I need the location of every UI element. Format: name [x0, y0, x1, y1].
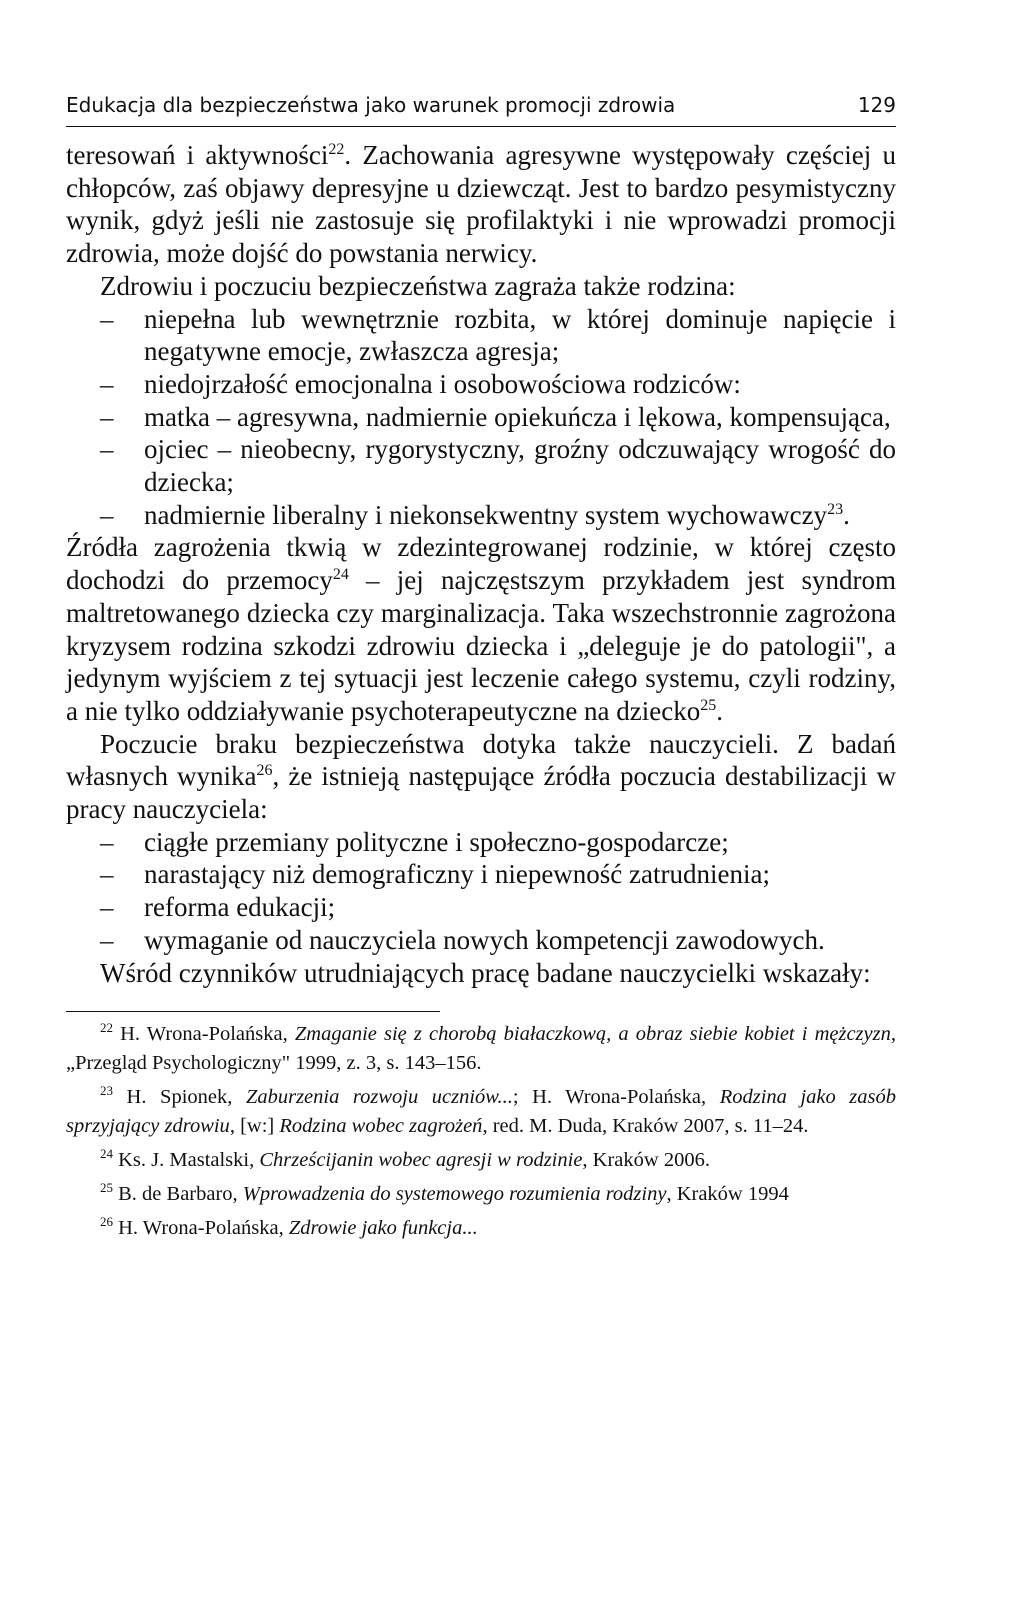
list-item: – ojciec – nieobecny, rygorystyczny, groźny odczuwający wrogość do dziecka; — [66, 433, 896, 498]
text-run: H. Wrona-Polańska, — [113, 1217, 289, 1240]
paragraph-1 — [66, 139, 896, 270]
footnote-number: 23 — [100, 1083, 113, 1099]
footnote-ref-22: 22 — [328, 141, 345, 158]
text-run: , red. M. Duda, Kraków 2007, s. 11–24. — [482, 1115, 809, 1138]
running-header — [66, 92, 896, 127]
text-run: H. Spionek, — [113, 1086, 246, 1109]
list-item: – matka – agresywna, nadmiernie opiekuńcza i lękowa, kompensująca, — [66, 401, 896, 434]
list-item — [66, 499, 896, 532]
text-run: , Kraków 1994 — [666, 1183, 789, 1206]
text-run: Poczucie braku bezpieczeństwa dotyka także nauczycieli. Z badań własnych wynika — [66, 728, 896, 792]
footnote-number: 22 — [100, 1020, 113, 1036]
paragraph-4 — [66, 728, 896, 826]
main-text — [66, 139, 896, 989]
running-title: Edukacja dla bezpieczeństwa jako warunek promocji zdrowia — [66, 93, 676, 117]
text-run: teresowań i aktywności — [66, 140, 329, 170]
citation-title: Zmaganie się z chorobą białaczkową, a obraz siebie kobiet i mężczyzn — [294, 1023, 891, 1046]
text-run: . — [843, 499, 850, 530]
footnote-number: 25 — [100, 1180, 113, 1196]
footnote-24 — [66, 1146, 896, 1175]
text-run: Ks. J. Mastalski, — [113, 1149, 260, 1172]
footnote-number: 24 — [100, 1146, 113, 1162]
footnote-26 — [66, 1214, 896, 1243]
paragraph-2: Zdrowiu i poczuciu bezpieczeństwa zagraża także rodzina: — [100, 270, 736, 301]
book-page — [66, 92, 896, 1248]
text-run: B. de Barbaro, — [113, 1183, 243, 1206]
text-run: nadmiernie liberalny i niekonsekwentny system wychowawczy — [144, 499, 828, 530]
paragraph-5: Wśród czynników utrudniających pracę badane nauczycielki wskazały: — [100, 957, 871, 988]
teacher-risk-list — [66, 826, 896, 957]
citation-title: Wprowadzenia do systemowego rozumienia rodziny — [242, 1183, 667, 1206]
text-run: – jej najczęstszym przykładem jest syndrom maltretowanego dziecka czy marginalizacja. Taka wszechstronnie zagrożona kryzysem rodzina szkodzi zdrowiu dziecka i „deleguje je do patologii", a jedynym wyjściem z tej sytuacji jest leczenie całego systemu, czyli rodziny, a nie tylko oddziaływanie psychoterapeutyczne na dziecko — [66, 565, 896, 726]
list-item: – niepełna lub wewnętrznie rozbita, w której dominuje napięcie i negatywne emocje, zwłaszcza agresja; — [66, 303, 896, 368]
list-item: – wymaganie od nauczyciela nowych kompetencji zawodowych. — [66, 924, 896, 957]
footnote-25 — [66, 1180, 896, 1209]
list-item: – ciągłe przemiany polityczne i społeczno-gospodarcze; — [66, 826, 896, 859]
text-run: ; H. Wrona-Polańska, — [512, 1086, 720, 1109]
text-run: , „Przegląd Psychologiczny" 1999, z. 3, s. 143–156. — [66, 1023, 896, 1075]
text-run: , Kraków 2006. — [582, 1149, 710, 1172]
footnote-divider — [66, 1011, 440, 1012]
citation-title: Chrześcijanin wobec agresji w rodzinie — [259, 1149, 583, 1172]
text-run: , że istnieją następujące źródła poczucia destabilizacji w pracy nauczyciela: — [66, 761, 896, 825]
footnote-22 — [66, 1020, 896, 1078]
text-run: . Zachowania agresywne występowały częściej u chłopców, zaś objawy depresyjne u dziewcząt. Jest to bardzo pesymistyczny wynik, gdyż jeśli nie zastosuje się profilaktyki i nie wprowadzi promocji zdrowia, może dojść do powstania nerwicy. — [66, 140, 896, 269]
text-run: , [w:] — [229, 1115, 280, 1138]
text-run: H. Wrona-Polańska, — [113, 1023, 295, 1046]
footnote-23 — [66, 1083, 896, 1141]
page-number: 129 — [857, 93, 896, 117]
footnote-ref-25: 25 — [700, 696, 717, 714]
footnote-ref-23: 23 — [827, 500, 844, 518]
footnotes — [66, 1020, 896, 1243]
citation-title: Zdrowie jako funkcja... — [288, 1217, 478, 1240]
text-run: . — [716, 695, 723, 726]
footnote-ref-26: 26 — [256, 762, 273, 780]
footnote-number: 26 — [100, 1214, 113, 1230]
footnote-ref-24: 24 — [332, 566, 349, 584]
paragraph-3 — [66, 531, 896, 727]
family-risk-list — [66, 303, 896, 532]
list-item: – narastający niż demograficzny i niepewność zatrudnienia; — [66, 858, 896, 891]
citation-title: Zaburzenia rozwoju uczniów... — [245, 1086, 513, 1109]
list-item: – reforma edukacji; — [66, 891, 896, 924]
list-item: – niedojrzałość emocjonalna i osobowościowa rodziców: — [66, 368, 896, 401]
citation-title: Rodzina wobec zagrożeń — [279, 1115, 483, 1138]
text-run: Źródła zagrożenia tkwią w zdezintegrowanej rodzinie, w której często dochodzi do przemocy — [66, 532, 896, 596]
citation-title: Rodzina jako zasób sprzyjający zdrowiu — [66, 1086, 897, 1138]
